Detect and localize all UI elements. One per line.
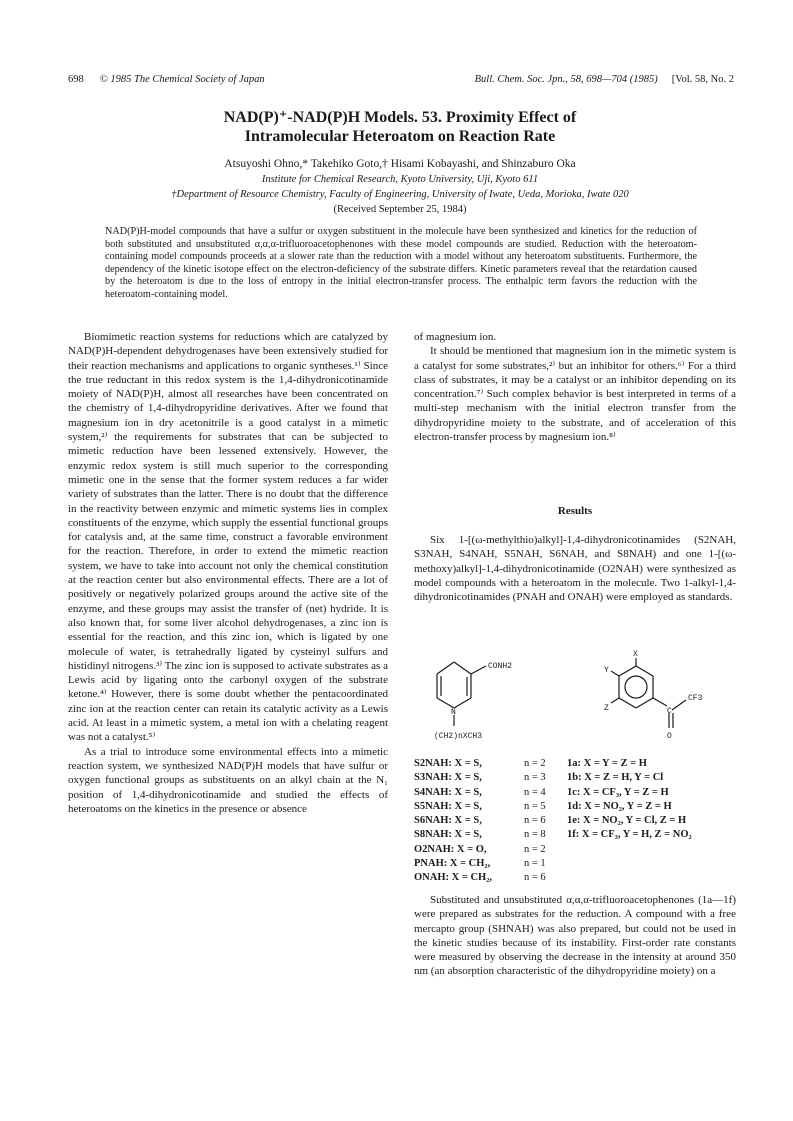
article-title bbox=[80, 108, 720, 146]
compound-row bbox=[414, 843, 744, 857]
dihydronicotinamide-structure bbox=[437, 662, 486, 726]
compound-row bbox=[414, 771, 744, 785]
results-paragraph-1: Six 1-[(ω-methylthio)alkyl]-1,4-dihydronicotinamides (S2NAH, S3NAH, S4NAH, S5NAH, S6NAH, and S8NAH) and one 1-[(ω-methoxy)alkyl]-1,4-dihydronicotinamide (O2NAH) were synthesized as model compounds with a heteroatom in the molecule. Two 1-alkyl-1,4-dihydronicotinamides (PNAH and ONAH) were employed as standards. bbox=[414, 534, 736, 604]
results-heading: Results bbox=[557, 505, 593, 517]
compound-name: S6NAH: X = S, bbox=[414, 815, 482, 827]
compound-name: S8NAH: X = S, bbox=[414, 829, 482, 841]
running-head-right bbox=[475, 74, 734, 85]
running-head-left bbox=[68, 74, 265, 85]
results-intro bbox=[414, 533, 736, 604]
volume-info: [Vol. 58, No. 2 bbox=[671, 74, 734, 85]
left-column bbox=[68, 330, 388, 816]
compound-row bbox=[414, 828, 744, 842]
compound-name: S3NAH: X = S, bbox=[414, 772, 482, 784]
compound-row bbox=[414, 800, 744, 814]
intro-paragraph-1: Biomimetic reaction systems for reductions which are catalyzed by NAD(P)H-dependent dehydrogenases have been extensively studied for their reaction mechanisms and applications to organic syntheses.¹⁾ Since the true reductant in this redox system is the 1,4-dihydronicotinamide moiety of NAD(P)H, almost all researches have been concentrated on the chemistry of 1,4-dihydropyridine derivatives. After we found that magnesium ion in dry acetonitrile is a good catalyst in a mimetic system,²⁾ the requirements for substrates that can be subjected to mimetic reduction have been lessened extensively. However, the enzymic redox system is still much superior to the corresponding mimetic one in the sense that the former system reduces a far wider variety of substrates than the latter. There is no doubt that the difference in the reactivity between enzymic and mimetic systems lies in complex constituents of the enzyme, which supply the essential functional groups for catalysis and, at the same time, construct a favorable environment for the reaction. Therefore, in order to extend the mimetic reaction system, we have to take into account not only the chemical constitution at the reaction center but also environmental effects. There are a lot of positively or negatively polarized groups around the active site of the enzyme, and these groups may assist the transfer of (net) hydride. It is also known that, for some liver alcohol dehydrogenases, a zinc ion is essential for the reaction, and this zinc ion, which is ligated by one molecule of water, is tetrahedrally ligated by cysteinyl sulfurs and histidinyl nitrogens.³⁾ The zinc ion is supposed to activate substrates as a Lewis acid by ligating onto the carbonyl oxygen of the substrate ketone.⁴⁾ However, there is some doubt whether the pentacoordinated zinc ion at the reaction center can retain its catalytic activity as a Lewis acid. At least in a mimetic system, a metal ion with a chelating reagent was not a catalyst.⁵⁾ bbox=[68, 331, 388, 744]
cf3-label: CF3 bbox=[688, 694, 703, 703]
copyright: © 1985 The Chemical Society of Japan bbox=[99, 74, 265, 85]
substrate-definition: 1f: X = CF₃, Y = H, Z = NO₂ bbox=[567, 829, 692, 841]
abstract: NAD(P)H-model compounds that have a sulfur or oxygen substituent in the molecule have been synthesized and kinetics for the reduction of both substituted and unsubstituted α,α,α-trifluoroacetophenones with these model compounds are studied. Reduction with the heteroatom-containing model compounds proceeds at a slower rate than the reduction with a model without any heteroatom substituents. Furthermore, the dependency of the kinetic isotope effect on the electron-deficiency of the substrate differs. Kinetic parameters reveal that the retardation caused by the heteroatom is due to the loss of entropy in the initial electron-transfer process. The enthalpic term favors the reduction with the heteroatom-containing model. bbox=[105, 226, 697, 300]
affiliation-1: Institute for Chemical Research, Kyoto University, Uji, Kyoto 611 bbox=[261, 174, 539, 185]
chain-label: (CH2)nXCH3 bbox=[434, 732, 483, 741]
z-substituent-label: Z bbox=[604, 704, 609, 713]
oxygen-label: O bbox=[667, 732, 672, 741]
right-column-top bbox=[414, 330, 736, 444]
chain-length: n = 1 bbox=[524, 858, 546, 870]
chain-length: n = 3 bbox=[524, 772, 546, 784]
chain-length: n = 6 bbox=[524, 872, 546, 884]
carbonyl-carbon-label: C bbox=[667, 707, 672, 716]
page-number: 698 bbox=[68, 74, 84, 85]
chemical-structures bbox=[414, 650, 736, 760]
journal-citation: Bull. Chem. Soc. Jpn., 58, 698—704 (1985) bbox=[474, 74, 658, 85]
substrate-definition: 1b: X = Z = H, Y = Cl bbox=[567, 772, 664, 784]
compound-name: S2NAH: X = S, bbox=[414, 758, 482, 769]
title-line-2: Intramolecular Heteroatom on Reaction Rate bbox=[244, 128, 556, 145]
running-head bbox=[68, 74, 734, 90]
chain-length: n = 2 bbox=[524, 843, 546, 855]
author-list: Atsuyoshi Ohno,* Takehiko Goto,† Hisami Kobayashi, and Shinzaburo Oka bbox=[224, 158, 576, 170]
received-date: (Received September 25, 1984) bbox=[333, 204, 467, 215]
compound-name: S4NAH: X = S, bbox=[414, 786, 482, 798]
trifluoroacetophenone-structure bbox=[611, 658, 686, 728]
conh2-label: CONH2 bbox=[488, 662, 513, 671]
substrate-definition: 1a: X = Y = Z = H bbox=[567, 758, 647, 769]
compound-list bbox=[414, 757, 744, 886]
compound-row bbox=[414, 786, 744, 800]
compound-row bbox=[414, 757, 744, 771]
results-continued bbox=[414, 893, 736, 979]
intro-continuation: of magnesium ion. bbox=[414, 331, 497, 343]
compound-name: O2NAH: X = O, bbox=[414, 843, 487, 855]
chain-length: n = 4 bbox=[524, 786, 546, 798]
structure-diagram bbox=[414, 650, 736, 760]
substrate-definition: 1c: X = CF₃, Y = Z = H bbox=[567, 786, 669, 798]
chain-length: n = 5 bbox=[524, 800, 546, 812]
affiliation-2: †Department of Resource Chemistry, Faculty of Engineering, University of Iwate, Ueda, Morioka, Iwate 020 bbox=[171, 189, 629, 200]
chain-length: n = 8 bbox=[524, 829, 546, 841]
chain-length: n = 2 bbox=[524, 758, 546, 769]
results-paragraph-2: Substituted and unsubstituted α,α,α-trifluoroacetophenones (1a—1f) were prepared as substrates for the reduction. A compound with a free mercapto group (SHNAH) was also prepared, but could not be used in the kinetic studies because of its instability. First-order rate constants were measured by observing the decrease in the intensity at around 350 nm (an absorption characteristic of the dihydropyridine moiety) on a bbox=[414, 894, 736, 978]
compound-name: S5NAH: X = S, bbox=[414, 800, 482, 812]
substrate-definition: 1d: X = NO₂, Y = Z = H bbox=[567, 800, 672, 812]
intro-paragraph-2: As a trial to introduce some environmental effects into a mimetic reaction system, we synthesized NAD(P)H models that have sulfur or oxygen functional groups as substituents on an alkyl chain at the N₁ position of 1,4-dihydronicotinamide and studied the effects of heteroatoms on the kinetics in the presence or absence bbox=[68, 745, 388, 815]
substrate-definition: 1e: X = NO₂, Y = Cl, Z = H bbox=[567, 815, 687, 827]
title-line-1: NAD(P)⁺-NAD(P)H Models. 53. Proximity Effect of bbox=[223, 109, 577, 126]
x-substituent-label: X bbox=[633, 650, 638, 659]
compound-name: PNAH: X = CH₂, bbox=[414, 858, 491, 870]
intro-paragraph-3: It should be mentioned that magnesium ion in the mimetic system is a catalyst for some substrates,²⁾ but an inhibitor for others.⁶⁾ For a third class of substrates, it may be a catalyst or an inhibitor depending on its concentration.⁷⁾ Such complex behavior is best interpreted in terms of a multi-step mechanism with the initial electron transfer from the dihydropyridine moiety to the substrate, and of acceleration of this electron-transfer process by magnesium ion.⁸⁾ bbox=[414, 345, 736, 444]
nitrogen-label: N bbox=[451, 708, 456, 717]
compound-row bbox=[414, 871, 744, 885]
compound-row bbox=[414, 857, 744, 871]
compound-row bbox=[414, 814, 744, 828]
compound-name: ONAH: X = CH₂, bbox=[414, 872, 492, 884]
chain-length: n = 6 bbox=[524, 815, 546, 827]
y-substituent-label: Y bbox=[604, 666, 609, 675]
